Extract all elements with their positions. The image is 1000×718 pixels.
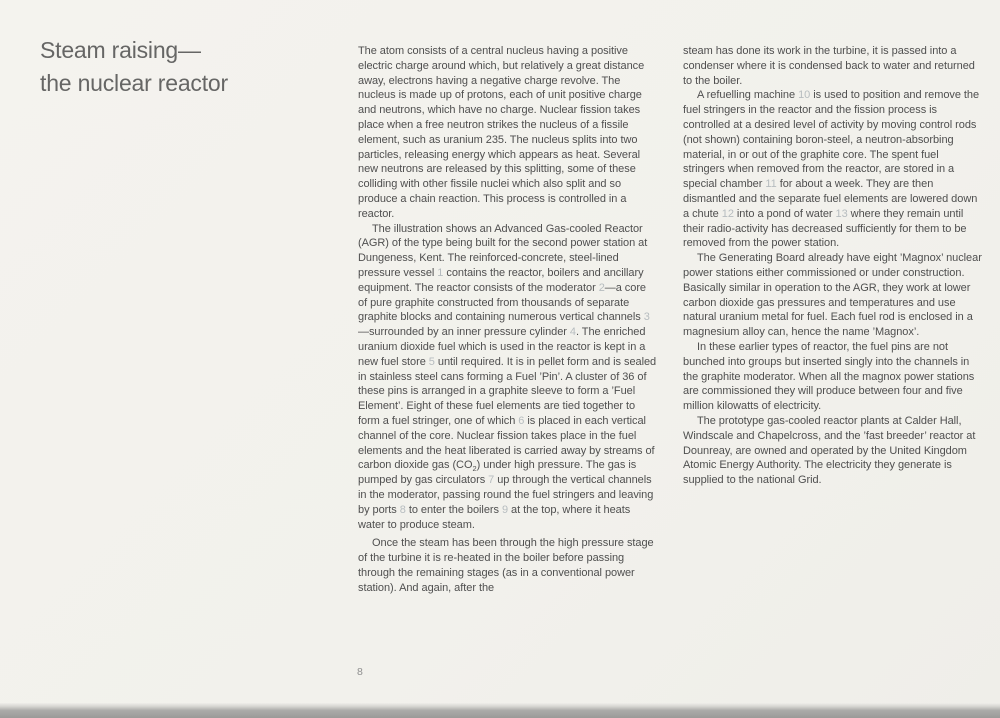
figure-reference-number: 8: [399, 503, 406, 516]
figure-reference-number: 6: [518, 414, 525, 427]
page-title: [40, 34, 228, 100]
page-number: 8: [357, 666, 363, 678]
paragraph: The atom consists of a central nucleus having a positive electric charge around which, but relatively a great distance away, electrons having a negative charge revolve. The nucleus is made up of protons, each of unit positive charge and neutrons, which have no charge. Nuclear fission takes place when a free neutron strikes the nucleus of a fissile element, such as uranium 235. The nucleus splits into two particles, releasing energy which appears as heat. Several new neutrons are released by this splitting, some of these colliding with other fissile nuclei which also split and so produce a chain reaction. This process is controlled in a reactor.: [358, 45, 645, 220]
paragraph: In these earlier types of reactor, the fuel pins are not bunched into groups but inserted singly into the channels in the graphite moderator. When all the magnox power stations are commissioned they will produce between four and five million kilowatts of electricity.: [683, 340, 975, 413]
figure-reference-number: 13: [835, 207, 848, 220]
figure-reference-number: 3: [643, 311, 650, 324]
figure-reference-number: 5: [428, 355, 435, 368]
right-text-column: [683, 44, 983, 488]
paragraph: A refuelling machine 10 is used to position and remove the fuel stringers in the reactor and the fission process is controlled at a desired level of activity by moving control rods (not shown) containing boron-steel, a neutron-absorbing material, in or out of the graphite core. The spent fuel stringers when removed from the reactor, are stored in a special chamber 11 for about a week. They are then dismantled and the separate fuel elements are lowered down a chute 12 into a pond of water 13 where they remain until their radio-activity has decreased sufficiently for them to be removed from the power station.: [683, 89, 980, 250]
figure-reference-number: 12: [721, 207, 734, 220]
paragraph: The Generating Board already have eight ’Magnox’ nuclear power stations either commissioned or under construction. Basically similar in operation to the AGR, they work at lower carbon dioxide gas pressures and temperatures and use natural uranium metal for fuel. Each fuel rod is enclosed in a magnesium alloy can, hence the name ’Magnox’.: [683, 252, 982, 339]
paragraph: The illustration shows an Advanced Gas-cooled Reactor (AGR) of the type being built for the second power station at Dungeness, Kent. The reinforced-concrete, steel-lined pressure vessel 1 contains the reactor, boilers and ancillary equipment. The reactor consists of the moderator 2—a core of pure graphite constructed from thousands of separate graphite blocks and containing numerous vertical channels 3—surrounded by an inner pressure cylinder 4. The enriched uranium dioxide fuel which is used in the reactor is kept in a new fuel store 5 until required. It is in pellet form and is sealed in stainless steel cans forming a Fuel ’Pin’. A cluster of 36 of these pins is arranged in a graphite sleeve to form a ’Fuel Element’. Eight of these fuel elements are tied together to form a fuel stringer, one of which 6 is placed in each vertical channel of the core. Nuclear fission takes place in the fuel elements and the heat liberated is carried away by streams of carbon dioxide gas $(CO_2)$ under high pressure. The gas is pumped by gas circulators 7 up through the vertical channels in the moderator, passing round the fuel stringers and leaving by ports 8 to enter the boilers 9 at the top, where it heats water to produce steam.: [358, 222, 657, 531]
figure-reference-number: 11: [765, 178, 777, 191]
page-title-line-1: Steam raising—: [40, 37, 201, 63]
page-title-line-2: the nuclear reactor: [40, 70, 228, 96]
paragraph: steam has done its work in the turbine, it is passed into a condenser where it is condensed back to water and returned to the boiler.: [683, 45, 975, 87]
figure-reference-number: 7: [488, 474, 495, 487]
page-bottom-edge: [0, 703, 1000, 718]
figure-reference-number: 2: [598, 281, 605, 294]
paragraph: The prototype gas-cooled reactor plants at Calder Hall, Windscale and Chapelcross, and the ’fast breeder’ reactor at Dounreay, are owned and operated by the United Kingdom Atomic Energy Authority. The electricity they generate is supplied to the national Grid.: [683, 414, 976, 487]
figure-reference-number: 4: [569, 326, 576, 339]
figure-reference-number: 9: [501, 503, 509, 516]
middle-text-column: [358, 44, 658, 595]
figure-reference-number: 1: [437, 266, 444, 279]
figure-reference-number: 10: [798, 89, 811, 102]
subscript: 2: [472, 464, 477, 474]
paragraph: Once the steam has been through the high pressure stage of the turbine it is re-heated in the boiler before passing through the remaining stages (as in a conventional power station). And again, after the: [358, 537, 654, 594]
